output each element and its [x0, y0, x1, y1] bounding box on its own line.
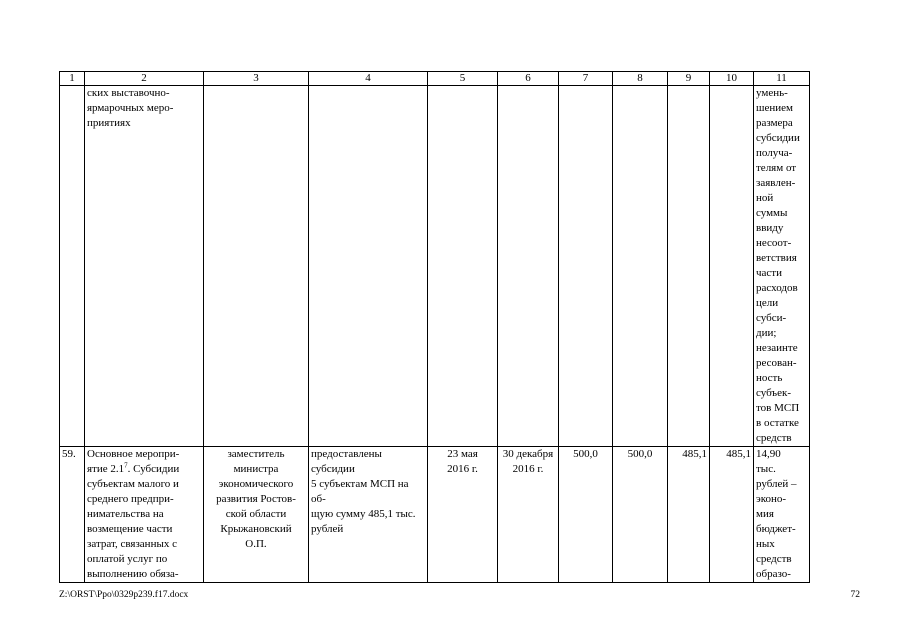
- allocated-amount-cell: [613, 86, 668, 447]
- result-cell: [309, 86, 428, 447]
- footer-file-path: Z:\ORST\Ppo\0329p239.f17.docx: [59, 590, 189, 600]
- header-cell-2: 2: [85, 72, 204, 86]
- event-name-cell: [85, 447, 204, 583]
- event-name-text-a: Основное меропри- ятие 2.1: [87, 448, 180, 475]
- document-table: [59, 71, 810, 583]
- header-cell-10: 10: [710, 72, 754, 86]
- allocated-amount-cell: 500,0: [613, 447, 668, 583]
- header-cell-7: 7: [559, 72, 613, 86]
- event-name-text-b: . Субсидии субъектам малого и среднего предпри- нимательства на возмещение части затрат, связанных с оплатой услуг по выполнению обяза-: [87, 463, 180, 580]
- header-cell-8: 8: [613, 72, 668, 86]
- row-number-cell: [60, 86, 85, 447]
- reasons-cell: умень- шением размера субсидии получа- телям от заявлен- ной суммы ввиду несоот- ветствия части расходов цели субси- дии; незаинте ресован- ность субъек- тов МСП в остатке средств: [754, 86, 810, 447]
- start-date-cell: 23 мая 2016 г.: [428, 447, 498, 583]
- table-row: [60, 86, 810, 447]
- result-cell: предоставлены субсидии 5 субъектам МСП на об- щую сумму 485,1 тыс. рублей: [309, 447, 428, 583]
- table-row: [60, 447, 810, 583]
- header-row: [60, 72, 810, 86]
- header-cell-9: 9: [668, 72, 710, 86]
- responsible-cell: [204, 86, 309, 447]
- footnote-marker: 7: [124, 461, 128, 470]
- spent-amount-cell: [710, 86, 754, 447]
- header-cell-11: 11: [754, 72, 810, 86]
- end-date-cell: [498, 86, 559, 447]
- start-date-cell: [428, 86, 498, 447]
- header-cell-3: 3: [204, 72, 309, 86]
- actual-amount-cell: 485,1: [668, 447, 710, 583]
- reasons-cell: 14,90 тыс. рублей – эконо- мия бюджет- ных средств образо-: [754, 447, 810, 583]
- actual-amount-cell: [668, 86, 710, 447]
- header-cell-4: 4: [309, 72, 428, 86]
- spent-amount-cell: 485,1: [710, 447, 754, 583]
- header-cell-1: 1: [60, 72, 85, 86]
- end-date-cell: 30 декабря 2016 г.: [498, 447, 559, 583]
- planned-amount-cell: 500,0: [559, 447, 613, 583]
- page-number: 72: [850, 590, 860, 600]
- header-cell-5: 5: [428, 72, 498, 86]
- row-number-cell: 59.: [60, 447, 85, 583]
- event-name-cell: ских выставочно- ярмарочных меро- приятиях: [85, 86, 204, 447]
- responsible-cell: заместитель министра экономического развития Ростов- ской области Крыжановский О.П.: [204, 447, 309, 583]
- planned-amount-cell: [559, 86, 613, 447]
- header-cell-6: 6: [498, 72, 559, 86]
